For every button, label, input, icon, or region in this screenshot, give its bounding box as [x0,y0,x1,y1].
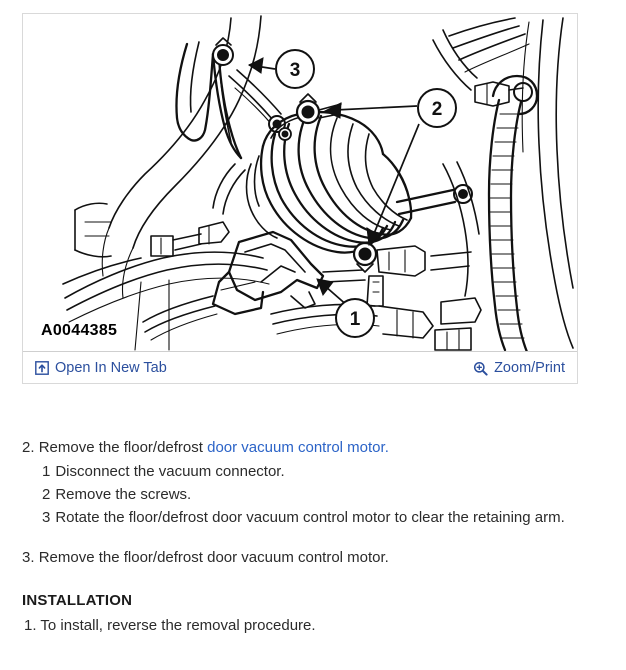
figure-toolbar [23,351,577,383]
installation-step-1-number: 1. [24,617,37,634]
substep-1-number: 1 [42,463,51,480]
substep-1 [22,464,612,479]
open-in-new-tab-label: Open In New Tab [55,359,167,376]
installation-step-1-text: To install, reverse the removal procedure. [40,617,316,634]
step-3 [22,550,612,565]
zoom-print-button[interactable] [473,352,565,384]
substep-2-number: 2 [42,486,51,503]
svg-text:3: 3 [289,60,301,81]
figure-panel [22,13,578,384]
figure-image[interactable] [23,14,577,352]
substep-3 [22,510,612,525]
substep-2 [22,487,612,502]
procedure-text [22,440,612,633]
step-2 [22,440,612,455]
substep-1-text: Disconnect the vacuum connector. [55,463,285,480]
substep-2-text: Remove the screws. [55,486,192,503]
figure-id-label: A0044385 [41,322,118,339]
step-2-text: Remove the floor/defrost [38,439,208,456]
open-in-new-tab-icon [34,361,49,376]
step-3-text: Remove the floor/defrost door vacuum control motor. [38,549,389,566]
svg-text:1: 1 [349,309,361,330]
magnifier-plus-icon [473,361,488,376]
technical-illustration [23,14,577,352]
vacuum-control-motor-link[interactable]: door vacuum control motor. [207,439,389,456]
svg-text:2: 2 [431,99,443,120]
open-in-new-tab-button[interactable] [34,352,167,384]
substep-3-text: Rotate the floor/defrost door vacuum control motor to clear the retaining arm. [55,509,565,526]
substep-3-number: 3 [42,509,51,526]
step-3-number: 3. [22,549,35,566]
installation-heading: INSTALLATION [22,592,133,609]
zoom-print-label: Zoom/Print [494,359,565,376]
step-2-number: 2. [22,439,35,456]
installation-step-1 [22,618,612,633]
